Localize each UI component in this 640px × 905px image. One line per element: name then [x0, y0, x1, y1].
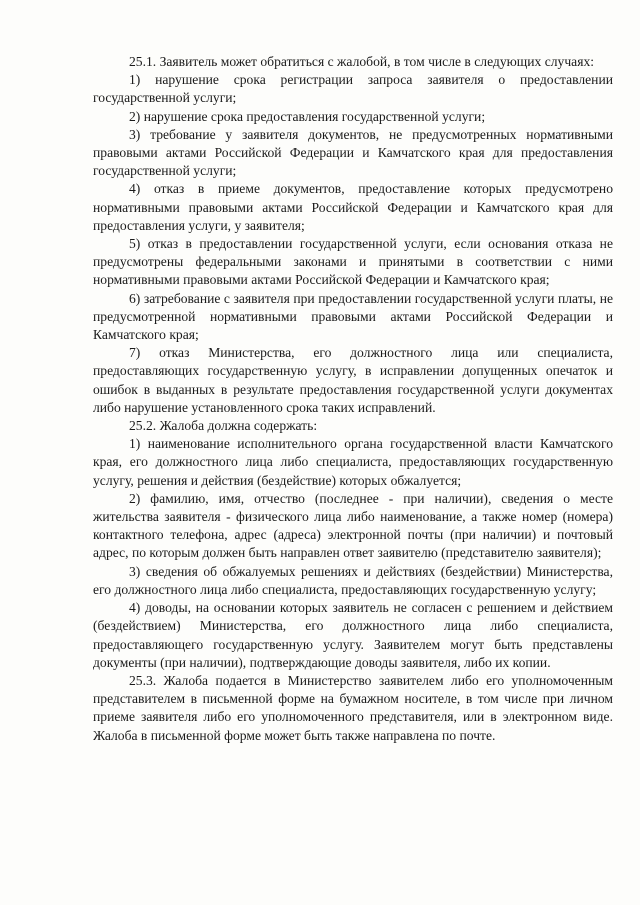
list-item-25-1-3: 3) требование у заявителя документов, не предусмотренных нормативными правовыми актами Российской Федерации и Камчатского края для предоставления государственной услуги; [93, 126, 613, 179]
paragraph-25-1: 25.1. Заявитель может обратиться с жалобой, в том числе в следующих случаях: [129, 54, 595, 69]
paragraph-25-2: 25.2. Жалоба должна содержать: [129, 418, 318, 434]
list-item-25-1-4: 4) отказ в приеме документов, предоставление которых предусмотрено нормативными правовыми актами Российской Федерации и Камчатского края для предоставления услуги, у заявителя; [93, 181, 613, 233]
list-item-25-1-6: 6) затребование с заявителя при предоставлении государственной услуги платы, не предусмотренной нормативными правовыми актами Российской Федерации и Камчатского края; [93, 290, 613, 343]
list-item-25-1-5: 5) отказ в предоставлении государственной услуги, если основания отказа не предусмотрены федеральными законами и принятыми в соответствии с ними нормативными правовыми актами Российской Федерации и Камчатского края; [93, 236, 613, 288]
list-item-25-1-7: 7) отказ Министерства, его должностного лица или специалиста, предоставляющих государственную услугу, в исправлении допущенных опечаток и ошибок в выданных в результате предоставления государственной услуги документах либо нарушение установленного срока таких исправлений. [93, 345, 613, 415]
list-item-25-2-2: 2) фамилию, имя, отчество (последнее - при наличии), сведения о месте жительства заявителя - физического лица либо наименование, а также номер (номера) контактного телефона, адрес (адреса) электронной почты (при наличии) и почтовый адрес, по которым должен быть направлен ответ заявителю (представителю заявителя); [93, 490, 613, 561]
list-item-25-1-2: 2) нарушение срока предоставления государственной услуги; [129, 108, 486, 124]
list-item-25-2-1: 1) наименование исполнительного органа государственной власти Камчатского края, его должностного лица либо специалиста, предоставляющих государственную услугу, решения и действия (бездействие) которых обжалуется; [93, 436, 613, 488]
list-item-25-2-4: 4) доводы, на основании которых заявитель не согласен с решением и действием (бездействием) Министерства, его должностного лица либо специалиста, предоставляющего государственную услугу. Заявителем могут быть представлены документы (при наличии), подтверждающие доводы заявителя, либо их копии. [93, 600, 613, 670]
list-item-25-2-3: 3) сведения об обжалуемых решениях и действиях (бездействии) Министерства, его должностного лица либо специалиста, предоставляющих государственную услугу; [93, 563, 613, 597]
paragraph-25-3: 25.3. Жалоба подается в Министерство заявителем либо его уполномоченным представителем в письменной форме на бумажном носителе, в том числе при личном приеме заявителя либо его уполномоченного представителя, или в электронном виде. Жалоба в письменной форме может быть также направлена по почте. [93, 672, 613, 743]
list-item-25-1-1: 1) нарушение срока регистрации запроса заявителя о предоставлении государственной услуги; [93, 72, 613, 106]
document-body [93, 53, 613, 745]
